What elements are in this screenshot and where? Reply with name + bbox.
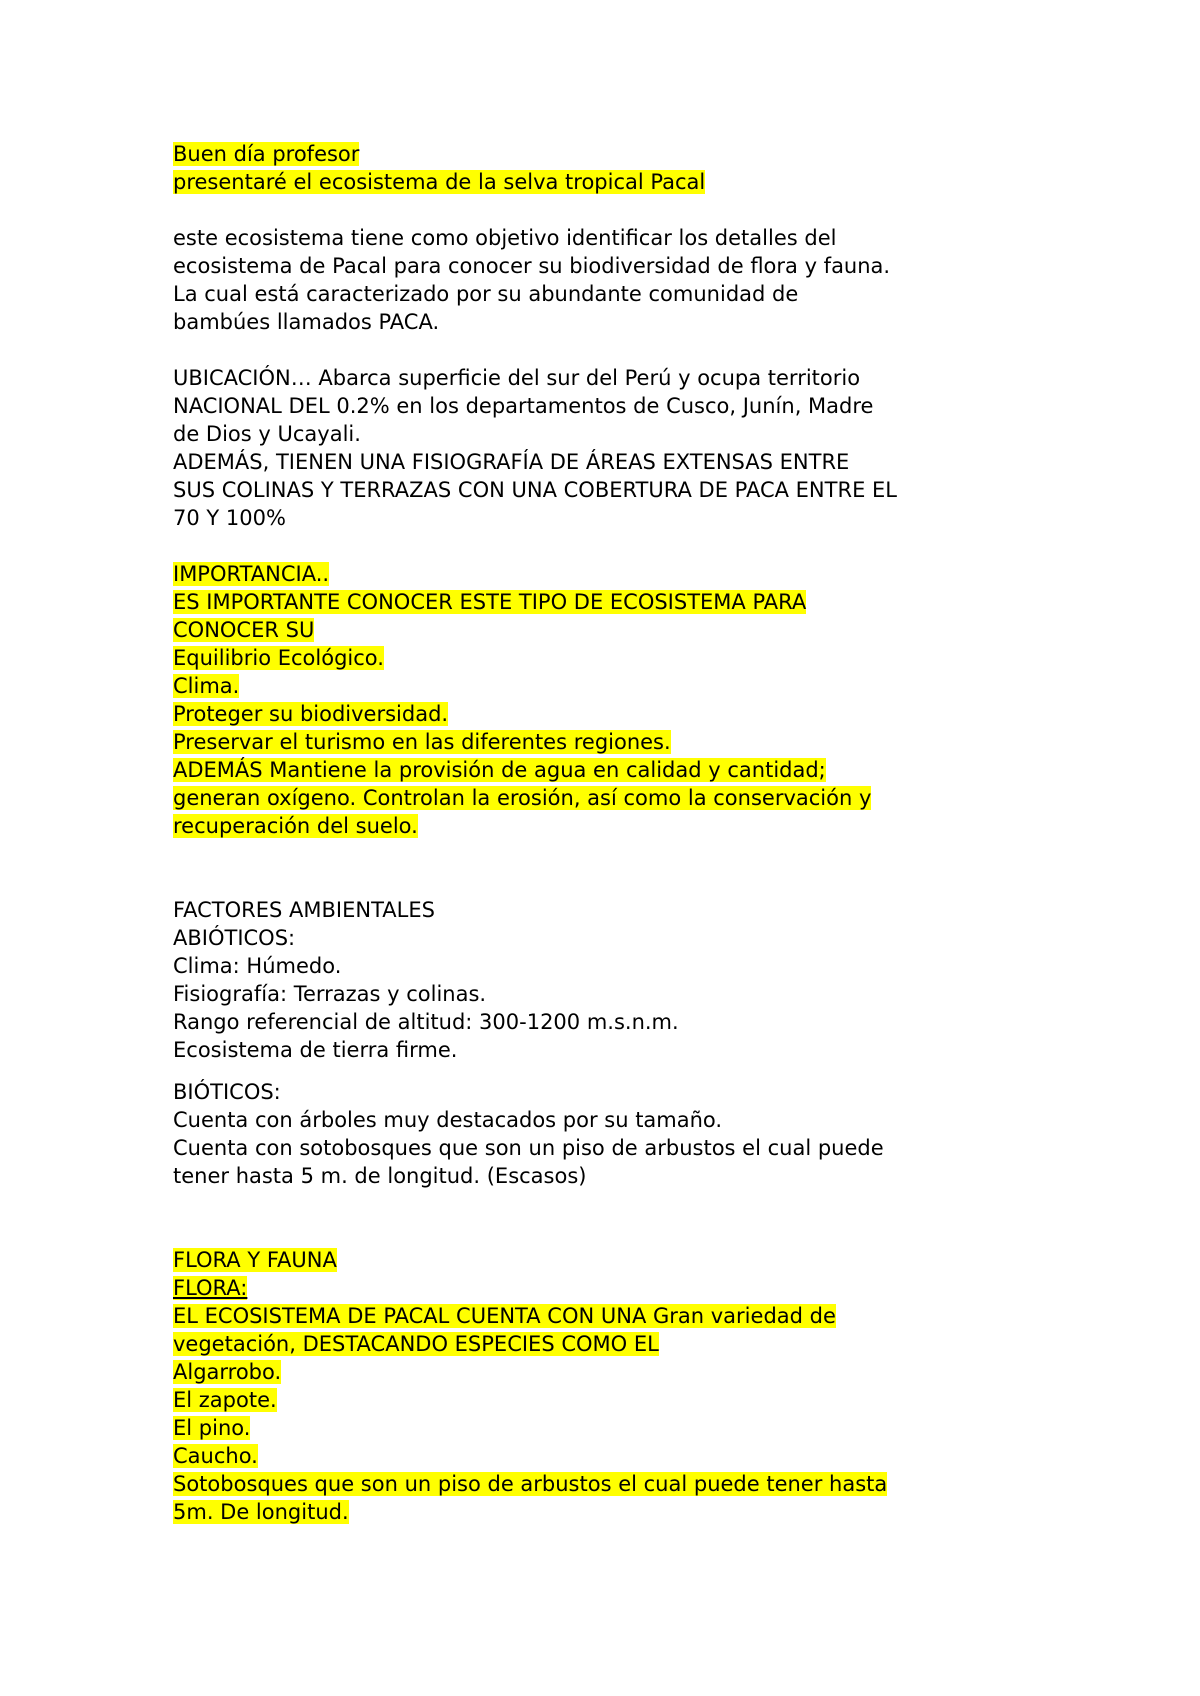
paragraph-line: La cual está caracterizado por su abundante comunidad de <box>173 282 799 306</box>
subsection-heading: FLORA: <box>173 1276 248 1300</box>
greeting-line: Buen día profesor <box>173 142 360 166</box>
subsection-heading: ABIÓTICOS: <box>173 926 296 950</box>
list-item: Clima: Húmedo. <box>173 954 342 978</box>
section-heading: FLORA Y FAUNA <box>173 1248 337 1272</box>
paragraph-line: EL ECOSISTEMA DE PACAL CUENTA CON UNA Gran variedad de <box>173 1304 836 1328</box>
paragraph-line: bambúes llamados PACA. <box>173 310 440 334</box>
flora-section <box>173 1246 1073 1526</box>
paragraph-line: Sotobosques que son un piso de arbustos el cual puede tener hasta <box>173 1472 888 1496</box>
paragraph-line: ADEMÁS, TIENEN UNA FISIOGRAFÍA DE ÁREAS EXTENSAS ENTRE <box>173 450 850 474</box>
section-heading: IMPORTANCIA.. <box>173 562 330 586</box>
paragraph-line: 70 Y 100% <box>173 506 286 530</box>
paragraph-line: vegetación, DESTACANDO ESPECIES COMO EL <box>173 1332 659 1356</box>
greeting-line: presentaré el ecosistema de la selva tropical Pacal <box>173 170 706 194</box>
list-item: Proteger su biodiversidad. <box>173 702 449 726</box>
paragraph-line: 5m. De longitud. <box>173 1500 349 1524</box>
section-heading: FACTORES AMBIENTALES <box>173 898 435 922</box>
list-item: Clima. <box>173 674 240 698</box>
paragraph-line: ecosistema de Pacal para conocer su biodiversidad de flora y fauna. <box>173 254 891 278</box>
paragraph-line: Cuenta con sotobosques que son un piso de arbustos el cual puede <box>173 1136 884 1160</box>
document-page <box>173 140 1073 1526</box>
subsection-heading: BIÓTICOS: <box>173 1080 281 1104</box>
paragraph-line: CONOCER SU <box>173 618 315 642</box>
paragraph-line: de Dios y Ucayali. <box>173 422 361 446</box>
paragraph-line: este ecosistema tiene como objetivo identificar los detalles del <box>173 226 837 250</box>
paragraph-line: SUS COLINAS Y TERRAZAS CON UNA COBERTURA DE PACA ENTRE EL <box>173 478 897 502</box>
list-item: Fisiografía: Terrazas y colinas. <box>173 982 487 1006</box>
paragraph-line: NACIONAL DEL 0.2% en los departamentos de Cusco, Junín, Madre <box>173 394 874 418</box>
list-item: Ecosistema de tierra firme. <box>173 1038 458 1062</box>
ubicacion-paragraph <box>173 364 1073 532</box>
paragraph-line: UBICACIÓN… Abarca superficie del sur del Perú y ocupa territorio <box>173 366 861 390</box>
list-item: Rango referencial de altitud: 300-1200 m.s.n.m. <box>173 1010 679 1034</box>
greeting-section <box>173 140 1073 196</box>
intro-paragraph <box>173 224 1073 336</box>
paragraph-line: recuperación del suelo. <box>173 814 418 838</box>
paragraph-line: tener hasta 5 m. de longitud. (Escasos) <box>173 1164 587 1188</box>
list-item: El pino. <box>173 1416 251 1440</box>
paragraph-line: ADEMÁS Mantiene la provisión de agua en calidad y cantidad; <box>173 758 826 782</box>
list-item: Preservar el turismo en las diferentes regiones. <box>173 730 671 754</box>
factores-section <box>173 896 1073 1064</box>
paragraph-line: ES IMPORTANTE CONOCER ESTE TIPO DE ECOSISTEMA PARA <box>173 590 807 614</box>
bioticos-section <box>173 1078 1073 1190</box>
list-item: Caucho. <box>173 1444 258 1468</box>
importancia-section <box>173 560 1073 840</box>
list-item: El zapote. <box>173 1388 277 1412</box>
paragraph-line: generan oxígeno. Controlan la erosión, así como la conservación y <box>173 786 872 810</box>
list-item: Algarrobo. <box>173 1360 282 1384</box>
list-item: Equilibrio Ecológico. <box>173 646 384 670</box>
list-item: Cuenta con árboles muy destacados por su tamaño. <box>173 1108 723 1132</box>
